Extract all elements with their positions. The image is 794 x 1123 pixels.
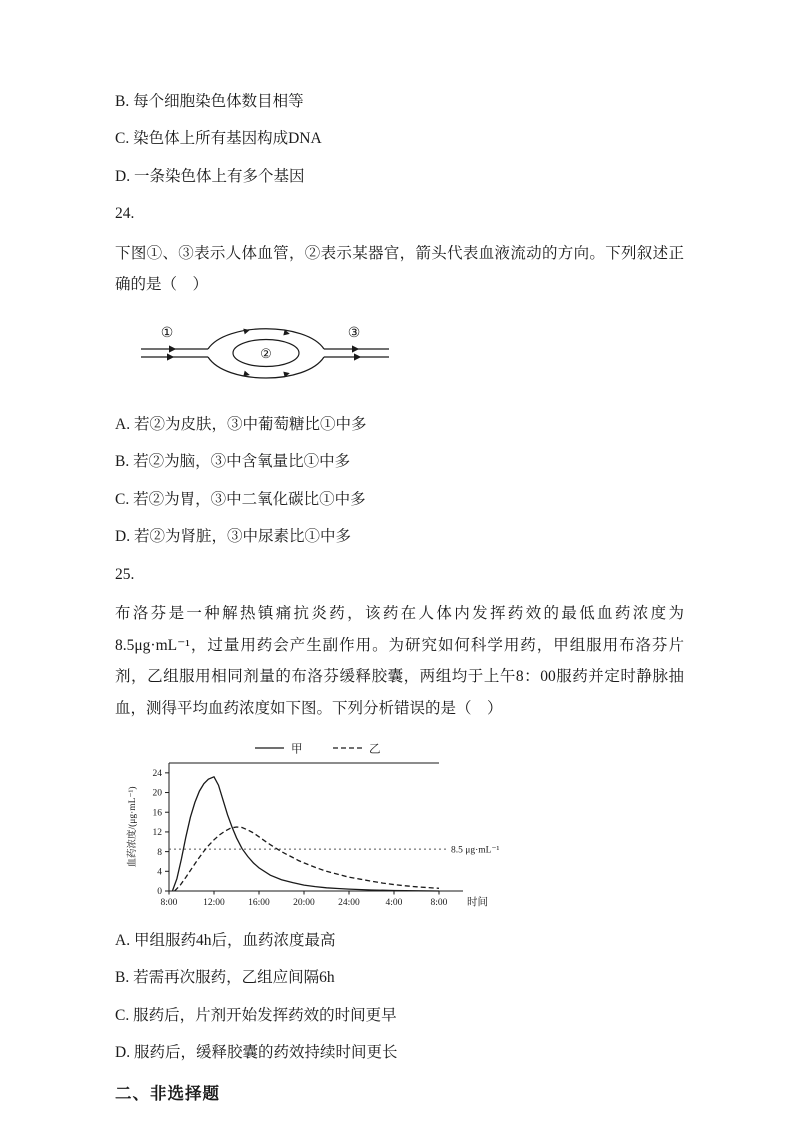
x-tick-label: 8:00: [160, 897, 178, 908]
vessel-label-1: ①: [160, 326, 174, 342]
q24-vessel-diagram: [127, 309, 684, 399]
x-axis-title: 时间: [467, 896, 488, 908]
y-tick-label: 4: [157, 867, 162, 878]
q24-option-c: C. 若②为胃，③中二氧化碳比①中多: [115, 490, 366, 508]
q24-number: 24.: [115, 205, 135, 223]
x-tick-label: 16:00: [248, 897, 270, 908]
legend-label-yi: 乙: [369, 743, 381, 756]
x-tick-label: 12:00: [203, 897, 225, 908]
concentration-chart-svg: [121, 733, 531, 921]
x-tick-label: 8:00: [430, 897, 448, 908]
legend-label-jia: 甲: [291, 743, 303, 756]
q24-option-a: A. 若②为皮肤，③中葡萄糖比①中多: [115, 416, 367, 434]
series-line-甲: [172, 777, 439, 891]
y-tick-label: 12: [152, 828, 162, 839]
y-tick-label: 0: [157, 887, 162, 898]
organ-label-2: ②: [260, 346, 272, 362]
x-tick-label: 20:00: [293, 897, 315, 908]
threshold-label: 8.5 μg·mL⁻¹: [451, 845, 500, 856]
q25-concentration-chart: [121, 733, 684, 921]
y-tick-label: 24: [152, 769, 162, 780]
series-line-乙: [175, 827, 439, 891]
section-2-title: 二、非选择题: [115, 1084, 220, 1104]
x-tick-label: 24:00: [338, 897, 360, 908]
flow-arrow-top-icon: [243, 327, 250, 334]
q24-option-d: D. 若②为肾脏，③中尿素比①中多: [115, 528, 351, 546]
q23-option-b: B. 每个细胞染色体数目相等: [115, 93, 304, 110]
q23-option-d: D. 一条染色体上有多个基因: [115, 167, 305, 185]
q23-option-c: C. 染色体上所有基因构成DNA: [115, 130, 322, 148]
y-tick-label: 8: [157, 847, 162, 858]
q25-number: 25.: [115, 565, 135, 583]
y-axis-title: 血药浓度/(μg·mL⁻¹): [128, 786, 138, 868]
q24-option-b: B. 若②为脑，③中含氧量比①中多: [115, 453, 351, 471]
q25-option-d: D. 服药后，缓释胶囊的药效持续时间更长: [115, 1044, 398, 1062]
y-tick-label: 20: [152, 788, 162, 799]
y-tick-label: 16: [152, 808, 162, 819]
q25-option-b: B. 若需再次服药，乙组应间隔6h: [115, 969, 335, 987]
q25-stem: 布洛芬是一种解热镇痛抗炎药，该药在人体内发挥药效的最低血药浓度为8.5μg·mL⁻¹，过量用药会产生副作用。为研究如何科学用药，甲组服用布洛芬片剂，乙组服用相同剂量的布洛芬缓释胶囊，两组均于上午8：00服药并定时静脉抽血，测得平均血药浓度如下图。下列分析错误的是（ ）: [115, 604, 684, 718]
vessel-label-3: ③: [347, 326, 361, 342]
q25-option-a: A. 甲组服药4h后，血药浓度最高: [115, 931, 336, 949]
q25-option-c: C. 服药后，片剂开始发挥药效的时间更早: [115, 1006, 397, 1024]
vessel-diagram-svg: [127, 309, 399, 399]
x-tick-label: 4:00: [385, 897, 403, 908]
q24-stem: 下图①、③表示人体血管，②表示某器官，箭头代表血液流动的方向。下列叙述正确的是（ ）: [115, 244, 684, 294]
